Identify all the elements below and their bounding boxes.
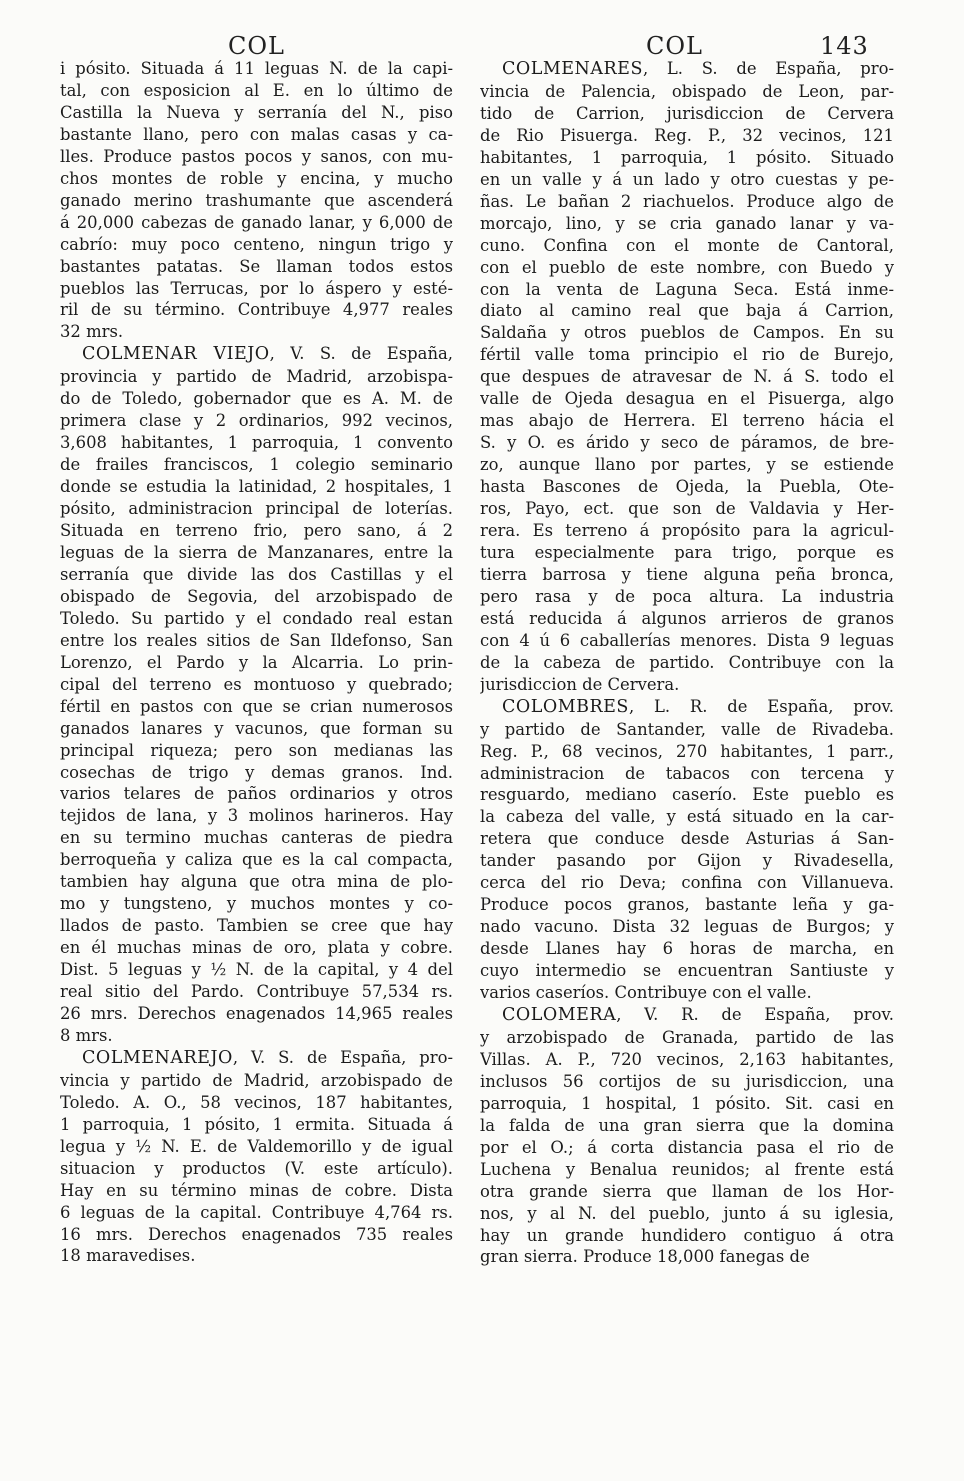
text-line: entre los reales sitios de San Ildefonso, San xyxy=(60,630,453,650)
text-line: ñas. Le bañan 2 riachuelos. Produce algo de xyxy=(480,191,894,211)
text-line: Dist. 5 leguas y ½ N. de la capital, y 4 del xyxy=(60,960,453,980)
text-line: habitantes, 1 parroquia, 1 pósito. Situado xyxy=(480,147,894,167)
text-line: COLMENAR VIEJO, V. S. de España, xyxy=(82,344,453,365)
text-line: cuyo intermedio se encuentran Santiuste y xyxy=(480,961,894,981)
text-line: fértil en pastos con que se crian numerosos xyxy=(60,696,453,716)
text-line: por el O.; á corta distancia pasa el rio de xyxy=(480,1137,894,1157)
text-line: de frailes franciscos, 1 colegio seminario xyxy=(60,455,453,475)
left-column xyxy=(60,58,453,1267)
text-line: á 20,000 cabezas de ganado lanar, y 6,000 de xyxy=(60,212,453,232)
text-line: do de Toledo, gobernador que es A. M. de xyxy=(60,389,453,409)
text-line: cabrío: muy poco centeno, ningun trigo y xyxy=(60,234,453,254)
text-line: con 4 ú 6 caballerías menores. Dista 9 leguas xyxy=(480,630,894,650)
entry-headword: COLOMBRES xyxy=(502,696,629,717)
text-line: mo y tungsteno, y muchos montes y co- xyxy=(60,894,453,914)
text-line: la falda de una gran sierra que la domina xyxy=(480,1115,894,1135)
text-line: ganados lanares y vacunos, que forman su xyxy=(60,718,453,738)
text-line: 18 maravedises. xyxy=(60,1246,196,1266)
text-line: S. y O. es árido y seco de páramos, de bre- xyxy=(480,433,894,453)
text-line: Reg. P., 68 vecinos, 270 habitantes, 1 parr., xyxy=(480,741,894,761)
text-line: vincia de Palencia, obispado de Leon, par- xyxy=(480,81,894,101)
text-line: tander pasando por Gijon y Rivadesella, xyxy=(480,851,894,871)
dictionary-entry xyxy=(480,696,894,1004)
text-line: COLMENAREJO, V. S. de España, pro- xyxy=(82,1047,453,1068)
text-line: principal riqueza; pero son medianas las xyxy=(60,740,453,760)
text-line: tambien hay alguna que otra mina de plo- xyxy=(60,872,453,892)
text-line: valle de Ojeda desagua en el Pisuerga, algo xyxy=(480,389,894,409)
text-line: 32 mrs. xyxy=(60,322,124,342)
text-line: gran sierra. Produce 18,000 fanegas de xyxy=(480,1247,810,1267)
text-line: cipal del terreno es montuoso y quebrado; xyxy=(60,674,453,694)
dictionary-entry xyxy=(480,58,894,696)
text-line: lles. Produce pastos pocos y sanos, con mu- xyxy=(60,146,453,166)
text-line: 26 mrs. Derechos enagenados 14,965 reales xyxy=(60,1003,453,1023)
text-line: con la venta de Laguna Seca. Está inme- xyxy=(480,279,894,299)
text-line: ros, Payo, ect. que son de Valdavia y Her- xyxy=(480,499,894,519)
text-line: hasta Bascones de Ojeda, la Puebla, Ote- xyxy=(480,477,894,497)
text-line: en su termino muchas canteras de piedra xyxy=(60,828,453,848)
text-line: Hay en su término minas de cobre. Dista xyxy=(60,1180,453,1200)
text-line: y arzobispado de Granada, partido de las xyxy=(480,1027,894,1047)
text-line: provincia y partido de Madrid, arzobispa- xyxy=(60,367,453,387)
text-line: Villas. A. P., 720 vecinos, 2,163 habitantes, xyxy=(480,1049,894,1069)
text-line: serranía que divide las dos Castillas y el xyxy=(60,564,453,584)
text-line: Situada en terreno frio, pero sano, á 2 xyxy=(60,521,453,541)
running-head-right: COL xyxy=(646,32,703,60)
entry-headword: COLOMERA xyxy=(502,1004,617,1025)
text-line: real sitio del Pardo. Contribuye 57,534 rs. xyxy=(60,982,453,1002)
text-line: la cabeza del valle, y está situado en la car- xyxy=(480,807,894,827)
text-line: pero rasa y de poca altura. La industria xyxy=(480,586,894,606)
text-line: zo, aunque llano por partes, y se estiende xyxy=(480,455,894,475)
text-line: Lorenzo, el Pardo y la Alcarria. Lo prin- xyxy=(60,652,453,672)
text-line: y partido de Santander, valle de Rivadeba. xyxy=(480,719,894,739)
text-line: pósito, administracion principal de loterías. xyxy=(60,499,453,519)
text-line: 3,608 habitantes, 1 parroquia, 1 convento xyxy=(60,433,453,453)
text-line: inclusos 56 cortijos de su jurisdiccion, una xyxy=(480,1071,894,1091)
text-line: tido de Carrion, jurisdiccion de Cervera xyxy=(480,103,894,123)
text-line: situacion y productos (V. este artículo). xyxy=(60,1158,453,1178)
text-line: varios telares de paños ordinarios y otros xyxy=(60,784,453,804)
text-line: primera clase y 2 ordinarios, 992 vecinos, xyxy=(60,411,453,431)
text-line: COLMENARES, L. S. de España, pro- xyxy=(502,59,894,79)
text-line: retera que conduce desde Asturias á San- xyxy=(480,829,894,849)
text-line: mas abajo de Herrera. El terreno hácia el xyxy=(480,411,894,431)
text-line: COLOMERA, V. R. de España, prov. xyxy=(502,1004,894,1025)
text-line: i pósito. Situada á 11 leguas N. de la capi- xyxy=(60,59,453,78)
text-line: rera. Es terreno á propósito para la agricul- xyxy=(480,521,894,541)
text-line: tierra barrosa y tiene alguna peña bronca, xyxy=(480,564,894,584)
dictionary-entry xyxy=(60,343,453,1047)
text-line: desde Llanes hay 6 horas de marcha, en xyxy=(480,939,894,959)
text-line: otra grande sierra que llaman de los Hor- xyxy=(480,1181,894,1201)
text-line: morcajo, lino, y se cria ganado lanar y va- xyxy=(480,213,894,233)
text-line: COLOMBRES, L. R. de España, prov. xyxy=(502,696,894,717)
text-line: 8 mrs. xyxy=(60,1025,113,1045)
text-line: 6 leguas de la capital. Contribuye 4,764 rs. xyxy=(60,1202,453,1222)
text-line: de la cabeza de partido. Contribuye con la xyxy=(480,652,894,672)
text-line: administracion de tabacos con tercena y xyxy=(480,763,894,783)
text-line: bastantes patatas. Se llaman todos estos xyxy=(60,256,453,276)
text-line: bastante llano, pero con malas casas y ca- xyxy=(60,124,453,144)
text-line: Saldaña y otros pueblos de Campos. En su xyxy=(480,323,894,343)
text-line: vincia y partido de Madrid, arzobispado de xyxy=(60,1070,453,1090)
text-line: 1 parroquia, 1 pósito, 1 ermita. Situada á xyxy=(60,1114,453,1134)
text-line: donde se estudia la latinidad, 2 hospitales, 1 xyxy=(60,477,453,497)
text-line: Luchena y Benalua reunidos; al frente está xyxy=(480,1159,894,1179)
text-line: cosechas de trigo y demas granos. Ind. xyxy=(60,762,453,782)
text-line: varios caseríos. Contribuye con el valle. xyxy=(480,983,812,1003)
running-head-left: COL xyxy=(228,32,285,60)
text-line: ril de su término. Contribuye 4,977 reales xyxy=(60,300,453,320)
text-line: nado vacuno. Dista 32 leguas de Burgos; y xyxy=(480,917,894,937)
text-line: ganado merino trashumante que ascenderá xyxy=(60,190,453,210)
text-line: fértil valle toma principio el rio de Burejo, xyxy=(480,345,894,365)
text-line: nos, y al N. del pueblo, junto á su iglesia, xyxy=(480,1203,894,1223)
text-line: cuno. Confina con el monte de Cantoral, xyxy=(480,235,894,255)
text-line: Toledo. Su partido y el condado real estan xyxy=(60,608,453,628)
text-line: está reducida á algunos arrieros de granos xyxy=(480,608,894,628)
text-line: obispado de Segovia, del arzobispado de xyxy=(60,586,453,606)
text-line: hay un grande hundidero contiguo á otra xyxy=(480,1225,894,1245)
text-line: berroqueña y caliza que es la cal compacta, xyxy=(60,850,453,870)
text-line: jurisdiccion de Cervera. xyxy=(480,674,680,694)
entry-continuation xyxy=(60,58,453,343)
text-line: legua y ½ N. E. de Valdemorillo y de igual xyxy=(60,1136,453,1156)
text-line: en un valle y á un lado y otro cuestas y pe- xyxy=(480,169,894,189)
text-line: que despues de atravesar de N. á S. todo el xyxy=(480,367,894,387)
dictionary-entry xyxy=(60,1047,453,1268)
text-line: Toledo. A. O., 58 vecinos, 187 habitantes, xyxy=(60,1092,453,1112)
text-line: parroquia, 1 hospital, 1 pósito. Sit. casi en xyxy=(480,1093,894,1113)
text-line: con el pueblo de este nombre, con Buedo y xyxy=(480,257,894,277)
text-line: Castilla la Nueva y serranía del N., piso xyxy=(60,102,453,122)
text-line: Produce pocos granos, bastante leña y ga- xyxy=(480,895,894,915)
text-line: 16 mrs. Derechos enagenados 735 reales xyxy=(60,1224,453,1244)
text-line: tal, con esposicion al E. en lo último de xyxy=(60,80,453,100)
text-line: tura especialmente para trigo, porque es xyxy=(480,542,894,562)
text-line: resguardo, mediano caserío. Este pueblo es xyxy=(480,785,894,805)
text-line: cerca del rio Deva; confina con Villanueva. xyxy=(480,873,894,893)
entry-headword: COLMENAREJO xyxy=(82,1047,233,1068)
text-line: llados de pasto. Tambien se cree que hay xyxy=(60,916,453,936)
page-number: 143 xyxy=(820,32,869,60)
dictionary-entry xyxy=(480,1004,894,1268)
text-line: leguas de la sierra de Manzanares, entre la xyxy=(60,542,453,562)
text-line: tejidos de lana, y 3 molinos harineros. Hay xyxy=(60,806,453,826)
right-column xyxy=(480,58,894,1268)
text-line: pueblos las Terrucas, por lo áspero y esté- xyxy=(60,278,453,298)
text-line: de Rio Pisuerga. Reg. P., 32 vecinos, 121 xyxy=(480,125,894,145)
text-line: en él muchas minas de oro, plata y cobre. xyxy=(60,938,453,958)
entry-headword: COLMENARES xyxy=(502,59,643,79)
entry-headword: COLMENAR VIEJO xyxy=(82,344,270,365)
text-line: diato al camino real que baja á Carrion, xyxy=(480,301,894,321)
text-line: chos montes de roble y encina, y mucho xyxy=(60,168,453,188)
